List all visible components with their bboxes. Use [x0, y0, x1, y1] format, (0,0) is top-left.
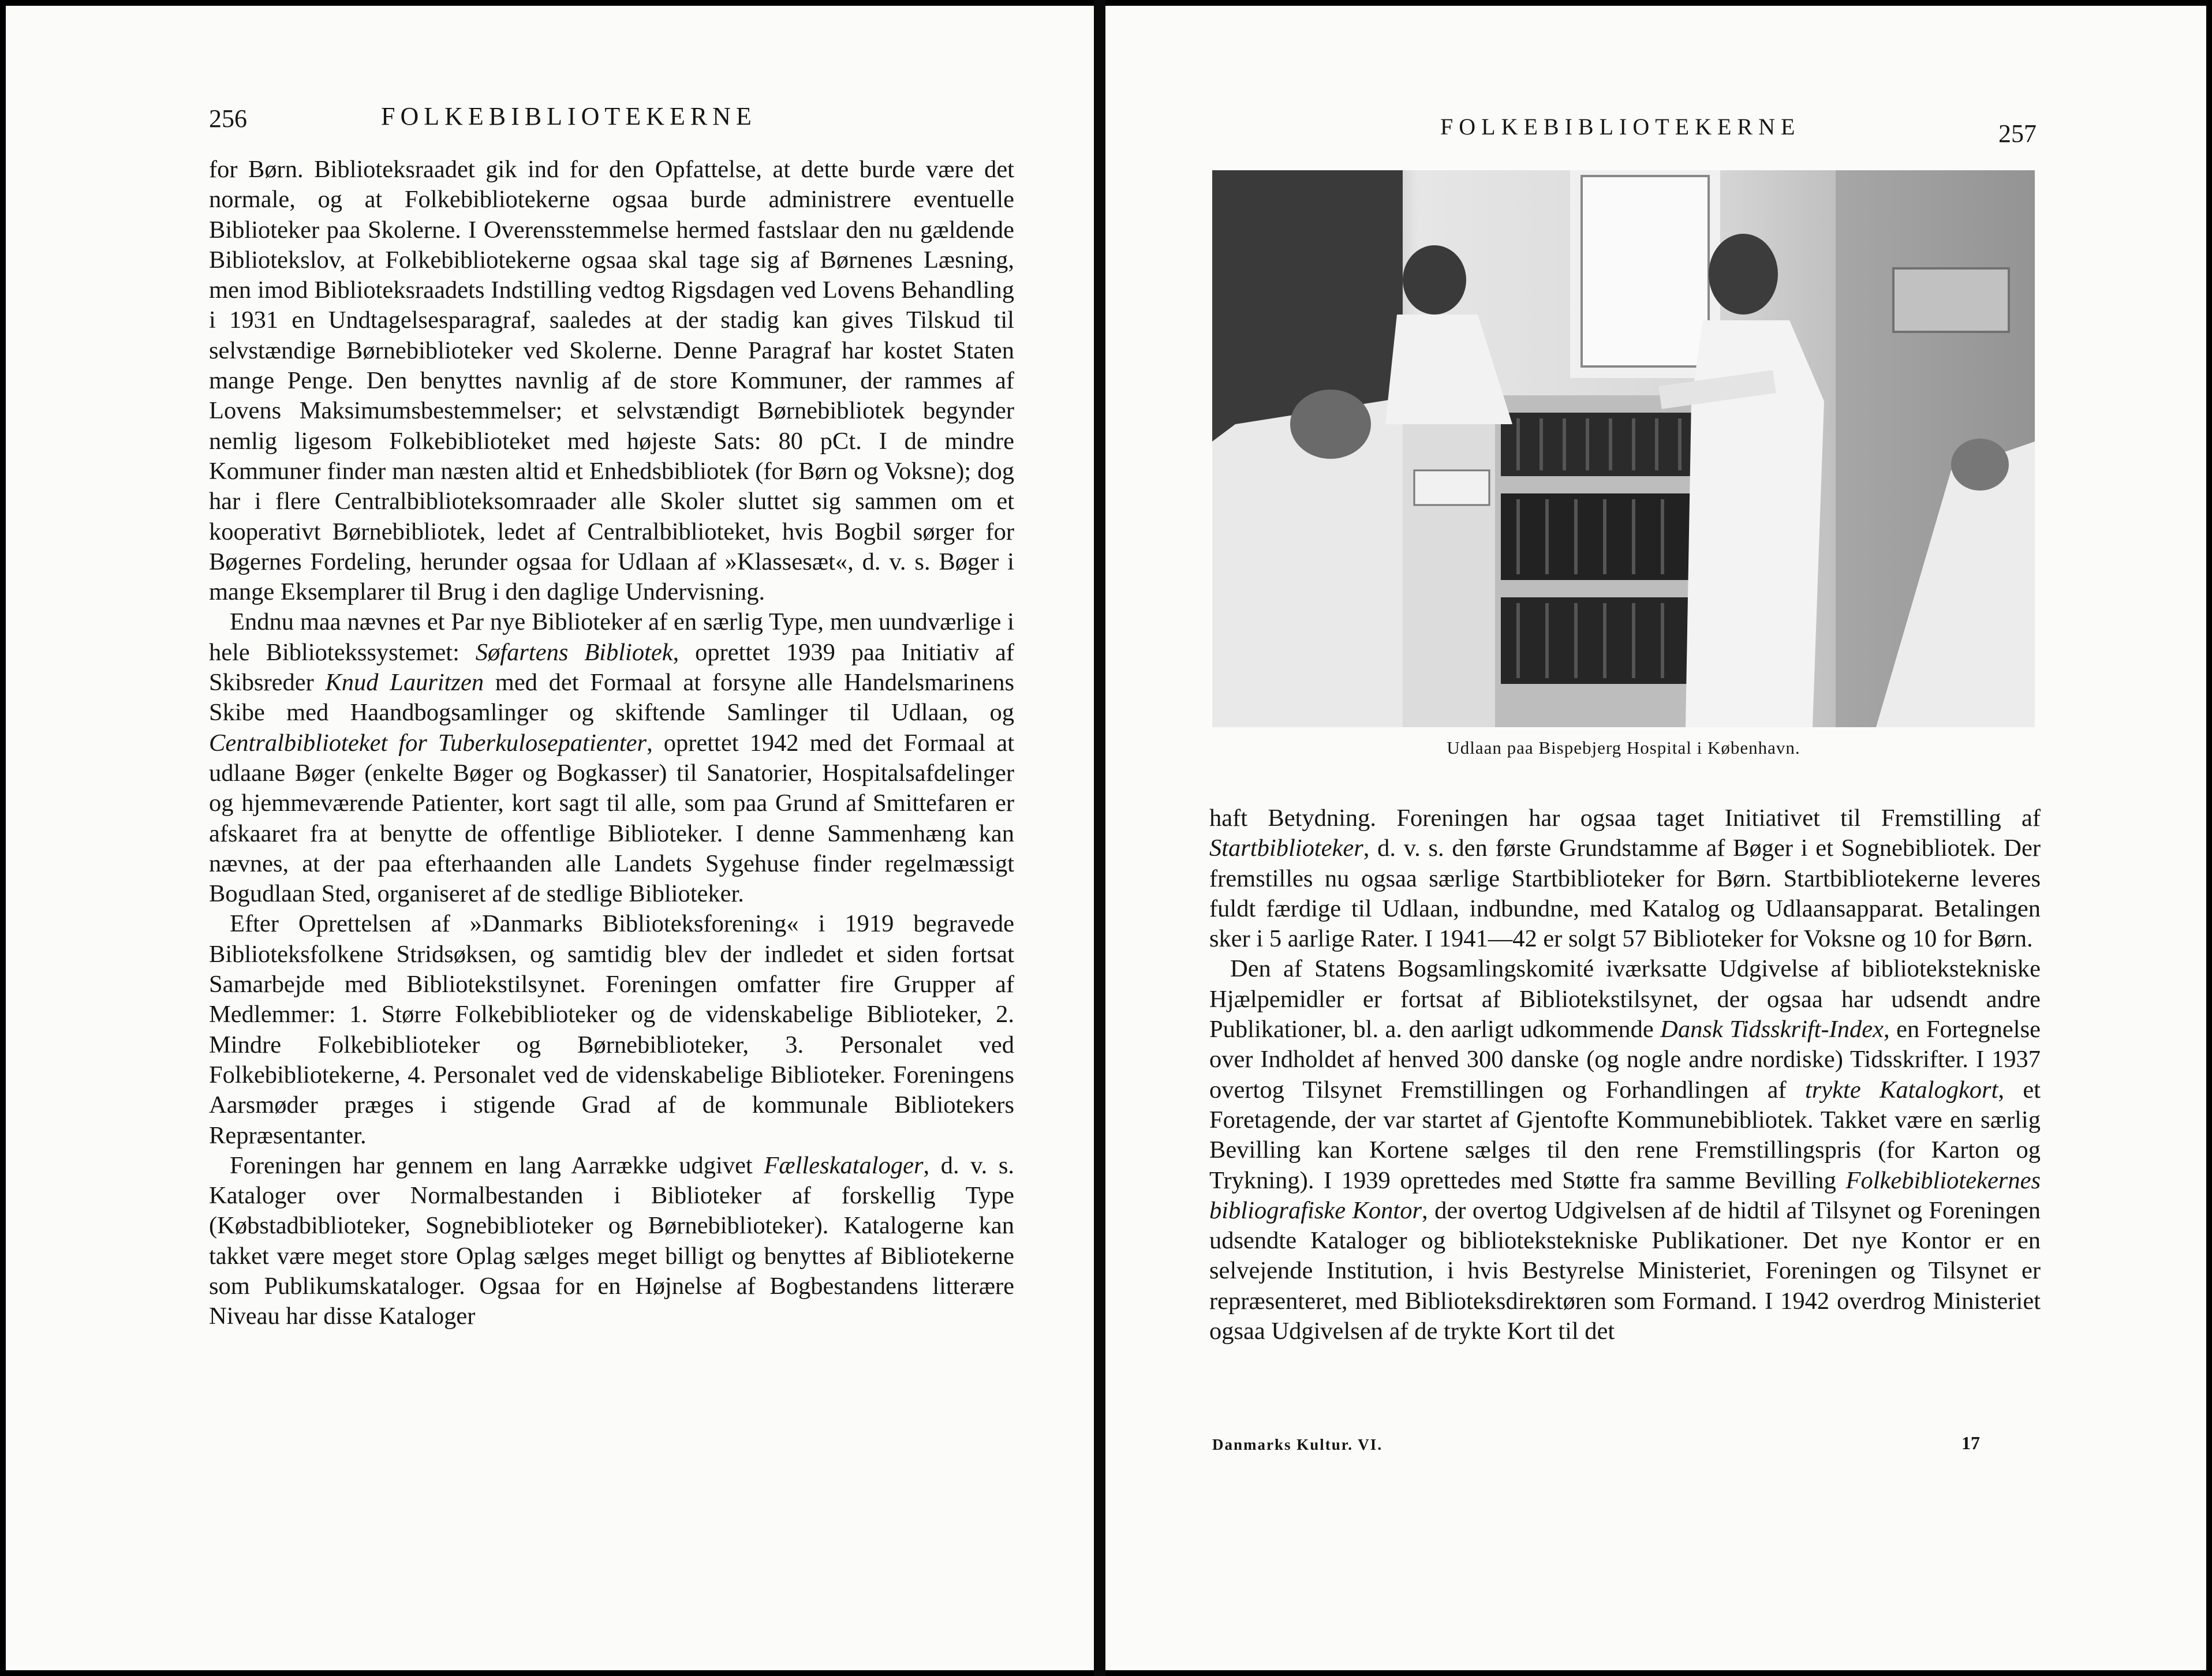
italic-term: Knud Lauritzen — [325, 669, 484, 697]
text-run: , d. v. s. Kataloger over Normalbestanden i Biblioteker af forskellig Type (Købstadbiblioteker, Sognebiblioteker og Børnebiblioteker). Katalogerne kan takket være meget store Oplag sælges meget billigt og benyttes af Bibliotekerne som Publikumskataloger. Ogsaa for en Højnelse af Bogbestandens litterære Niveau har disse Kataloger — [209, 1151, 1014, 1330]
text-run: , der overtog Udgivelsen af de hidtil af Tilsynet og Foreningen udsendte Kataloger og bibliotekstekniske Publikationer. Det nye Kontor er en selvejende Institution, i hvis Bestyrelse Ministeriet, Foreningen og Tilsynet er repræsenteret, med Biblioteksdirektøren som Formand. I 1942 overdrog Ministeriet ogsaa Udgivelsen af de trykte Kort til det — [1209, 1196, 2041, 1345]
footer-signature: 17 — [1961, 1432, 1980, 1453]
text-run: , et Foretagende, der var startet af Gjentofte Kommunebibliotek. Takket være en særlig Bevilling kan Kortene sælges til den rene Fremstillingspris (for Karton og Trykning). I 1939 oprettedes med Støtte fra samme Bevilling — [1209, 1076, 2041, 1194]
text-run: Den af Statens Bogsamlingskomité iværksatte Udgivelse af bibliotekstekniske Hjælpemidler er fortsat af Bibliotekstilsynet, der ogsaa har udsendt andre Publikationer, bl. a. den aarligt udkommende — [1209, 955, 2041, 1043]
photo-caption: Udlaan paa Bispebjerg Hospital i København. — [1447, 738, 1800, 758]
italic-term: Centralbiblioteket for Tuberkulosepatienter — [209, 729, 647, 757]
hospital-library-photo — [1212, 170, 2035, 727]
text-run: Endnu maa nævnes et Par nye Biblioteker af en særlig Type, men uundværlige i hele Bibliotekssystemet: — [209, 608, 1014, 666]
italic-term: Søfartens Bibliotek — [475, 638, 673, 666]
paragraph — [1209, 803, 2041, 954]
paragraph — [209, 909, 1014, 1150]
italic-term: Fælleskataloger — [764, 1151, 924, 1179]
page-number-left: 256 — [209, 104, 247, 133]
italic-term: Startbiblioteker — [1209, 835, 1363, 862]
italic-term: trykte Katalogkort — [1804, 1076, 1998, 1103]
italic-term: Folkebibliotekernes bibliografiske Kontor — [1209, 1166, 2041, 1224]
paragraph — [1209, 954, 2041, 1346]
text-run: for Børn. Biblioteksraadet gik ind for den Opfattelse, at dette burde være det normale, og at Folkebibliotekerne ogsaa burde administrere eventuelle Biblioteker paa Skolerne. I Overensstemmelse hermed fastslaar den nu gældende Bibliotekslov, at Folkebibliotekerne ogsaa skal tage sig af Børnenes Læsning, men imod Biblioteksraadets Indstilling vedtog Rigsdagen ved Lovens Behandling i 1931 en Undtagelsesparagraf, saaledes at der stadig kan gives Tilskud til selvstændige Børnebiblioteker ved Skolerne. Denne Paragraf har kostet Staten mange Penge. Den benyttes navnlig af de store Kommuner, der rammes af Lovens Maksimumsbestemmelser; et selvstændigt Børnebibliotek begynder nemlig ligesom Folkebiblioteket med højeste Sats: 80 pCt. I de mindre Kommuner finder man næsten altid et Enhedsbibliotek (for Børn og Voksne); dog har i flere Centralbiblioteksomraader alle Skoler sluttet sig sammen om et kooperativt Børnebibliotek, ledet af Centralbiblioteket, hvis Bogbil sørger for Bøgernes Fordeling, herunder ogsaa for Udlaan af »Klassesæt«, d. v. s. Bøger i mange Eksemplarer til Brug i den daglige Undervisning. — [209, 156, 1014, 606]
paragraph — [209, 155, 1014, 607]
running-head-left: FOLKEBIBLIOTEKERNE — [381, 102, 757, 130]
running-head-right: FOLKEBIBLIOTEKERNE — [1440, 114, 1801, 140]
text-run: , oprettet 1939 paa Initiativ af Skibsreder — [209, 638, 1014, 697]
photo-illustration — [1212, 170, 2035, 727]
text-run: , d. v. s. den første Grundstamme af Bøger i et Sognebibliotek. Der fremstilles nu ogsaa særlige Startbiblioteker for Børn. Startbibliotekerne leveres fuldt færdige til Udlaan, indbundne, med Katalog og Udlaansapparat. Betalingen sker i 5 aarlige Rater. I 1941—42 er solgt 57 Biblioteker for Voksne og 10 for Børn. — [1209, 835, 2041, 953]
page-number-right: 257 — [1998, 119, 2037, 148]
text-run: med det Formaal at forsyne alle Handelsmarinens Skibe med Haandbogsamlinger og skiftende Samlinger til Udlaan, og — [209, 669, 1014, 727]
text-run: Efter Oprettelsen af »Danmarks Biblioteksforening« i 1919 begravede Biblioteksfolkene Stridsøksen, og samtidig blev der indledet et siden fortsat Samarbejde med Bibliotekstilsynet. Foreningen omfatter fire Grupper af Medlemmer: 1. Større Folkebiblioteker og de videnskabelige Biblioteker, 2. Mindre Folkebiblioteker og Børnebiblioteker, 3. Personalet ved Folkebibliotekerne, 4. Personalet ved de videnskabelige Biblioteker. Foreningens Aarsmøder præges i stigende Grad af de kommunale Bibliotekers Repræsentanter. — [209, 910, 1014, 1149]
paragraph — [209, 607, 1014, 909]
italic-term: Dansk Tidsskrift-Index — [1660, 1016, 1884, 1043]
left-text-column — [209, 155, 1014, 1332]
left-page — [6, 6, 1094, 1670]
right-text-column — [1209, 803, 2041, 1346]
book-spine — [1094, 0, 1105, 1676]
text-run: haft Betydning. Foreningen har ogsaa taget Initiativet til Fremstilling af — [1209, 805, 2041, 832]
text-run: , oprettet 1942 med det Formaal at udlaane Bøger (enkelte Bøger og Bogkasser) til Sanatorier, Hospitalsafdelinger og hjemmeværende Patienter, kort sagt til alle, som paa Grund af Smittefaren er afskaaret fra at benytte de offentlige Biblioteker. I denne Sammenhæng kan nævnes, at der paa efterhaanden alle Landets Sygehuse finder regelmæssigt Bogudlaan Sted, organiseret af de stedlige Biblioteker. — [209, 729, 1015, 908]
footer-left: Danmarks Kultur. VI. — [1212, 1436, 1383, 1453]
paragraph — [209, 1151, 1014, 1332]
text-run: , en Fortegnelse over Indholdet af henved 300 danske (og nogle andre nordiske) Tidsskrifter. I 1937 overtog Tilsynet Fremstillingen og Forhandlingen af — [1209, 1016, 2041, 1103]
text-run: Foreningen har gennem en lang Aarrække udgivet — [230, 1151, 764, 1179]
